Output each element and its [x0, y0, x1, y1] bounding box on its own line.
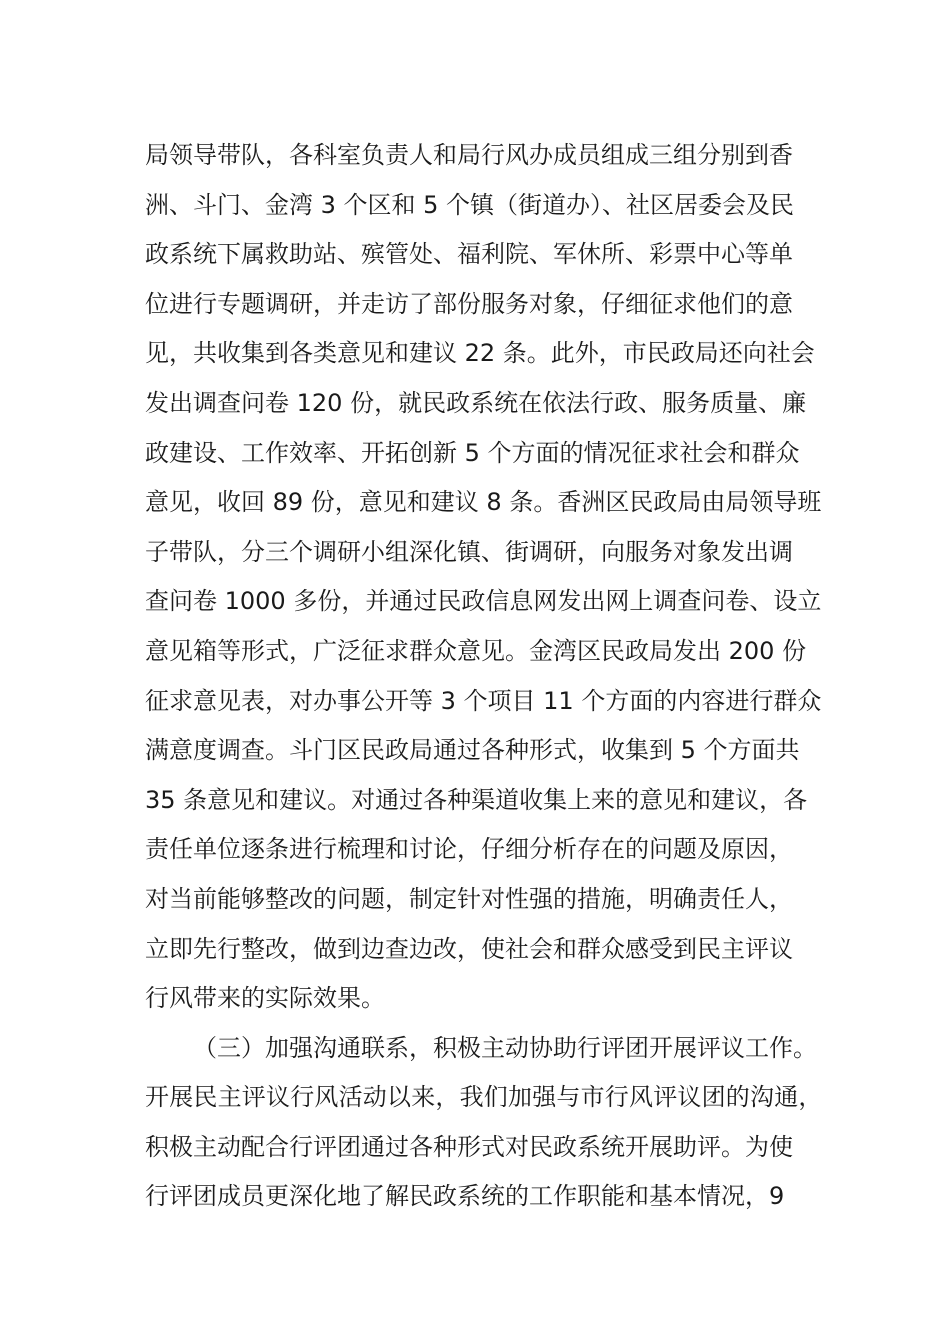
- text-line: 政建设、工作效率、开拓创新 5 个方面的情况征求社会和群众: [145, 438, 800, 467]
- text-line: 意见，收回 89 份，意见和建议 8 条。香洲区民政局由局领导班: [145, 488, 822, 517]
- document-body: [145, 131, 823, 1222]
- text-line: 行风带来的实际效果。: [145, 984, 385, 1013]
- text-line: 开展民主评议行风活动以来，我们加强与市行风评议团的沟通，: [145, 1083, 823, 1112]
- text-line: 立即先行整改，做到边查边改，使社会和群众感受到民主评议: [145, 934, 793, 963]
- text-line: 积极主动配合行评团通过各种形式对民政系统开展助评。为使: [145, 1132, 793, 1161]
- text-line: 行评团成员更深化地了解民政系统的工作职能和基本情况，9: [145, 1182, 785, 1211]
- text-line: 政系统下属救助站、殡管处、福利院、军休所、彩票中心等单: [145, 240, 793, 269]
- text-line: 位进行专题调研，并走访了部份服务对象，仔细征求他们的意: [145, 289, 793, 318]
- text-line: 局领导带队，各科室负责人和局行风办成员组成三组分别到香: [145, 141, 793, 169]
- text-line: 35 条意见和建议。对通过各种渠道收集上来的意见和建议，各: [145, 785, 808, 814]
- text-line: 洲、斗门、金湾 3 个区和 5 个镇（街道办）、社区居委会及民: [145, 190, 795, 219]
- text-line: 征求意见表，对办事公开等 3 个项目 11 个方面的内容进行群众: [145, 686, 822, 715]
- text-line: 意见箱等形式，广泛征求群众意见。金湾区民政局发出 200 份: [145, 636, 807, 665]
- text-line: 发出调查问卷 120 份，就民政系统在依法行政、服务质量、廉: [145, 388, 807, 417]
- text-line: 满意度调查。斗门区民政局通过各种形式，收集到 5 个方面共: [145, 736, 800, 765]
- section-heading-line: （三）加强沟通联系，积极主动协助行评团开展评议工作。: [193, 1033, 817, 1062]
- text-line: 查问卷 1000 多份，并通过民政信息网发出网上调查问卷、设立: [145, 587, 822, 616]
- text-line: 见，共收集到各类意见和建议 22 条。此外，市民政局还向社会: [145, 339, 815, 368]
- text-line: 子带队，分三个调研小组深化镇、街调研，向服务对象发出调: [145, 537, 793, 566]
- text-line: 对当前能够整改的问题，制定针对性强的措施，明确责任人，: [145, 884, 793, 913]
- text-line: 责任单位逐条进行梳理和讨论，仔细分析存在的问题及原因，: [145, 835, 793, 864]
